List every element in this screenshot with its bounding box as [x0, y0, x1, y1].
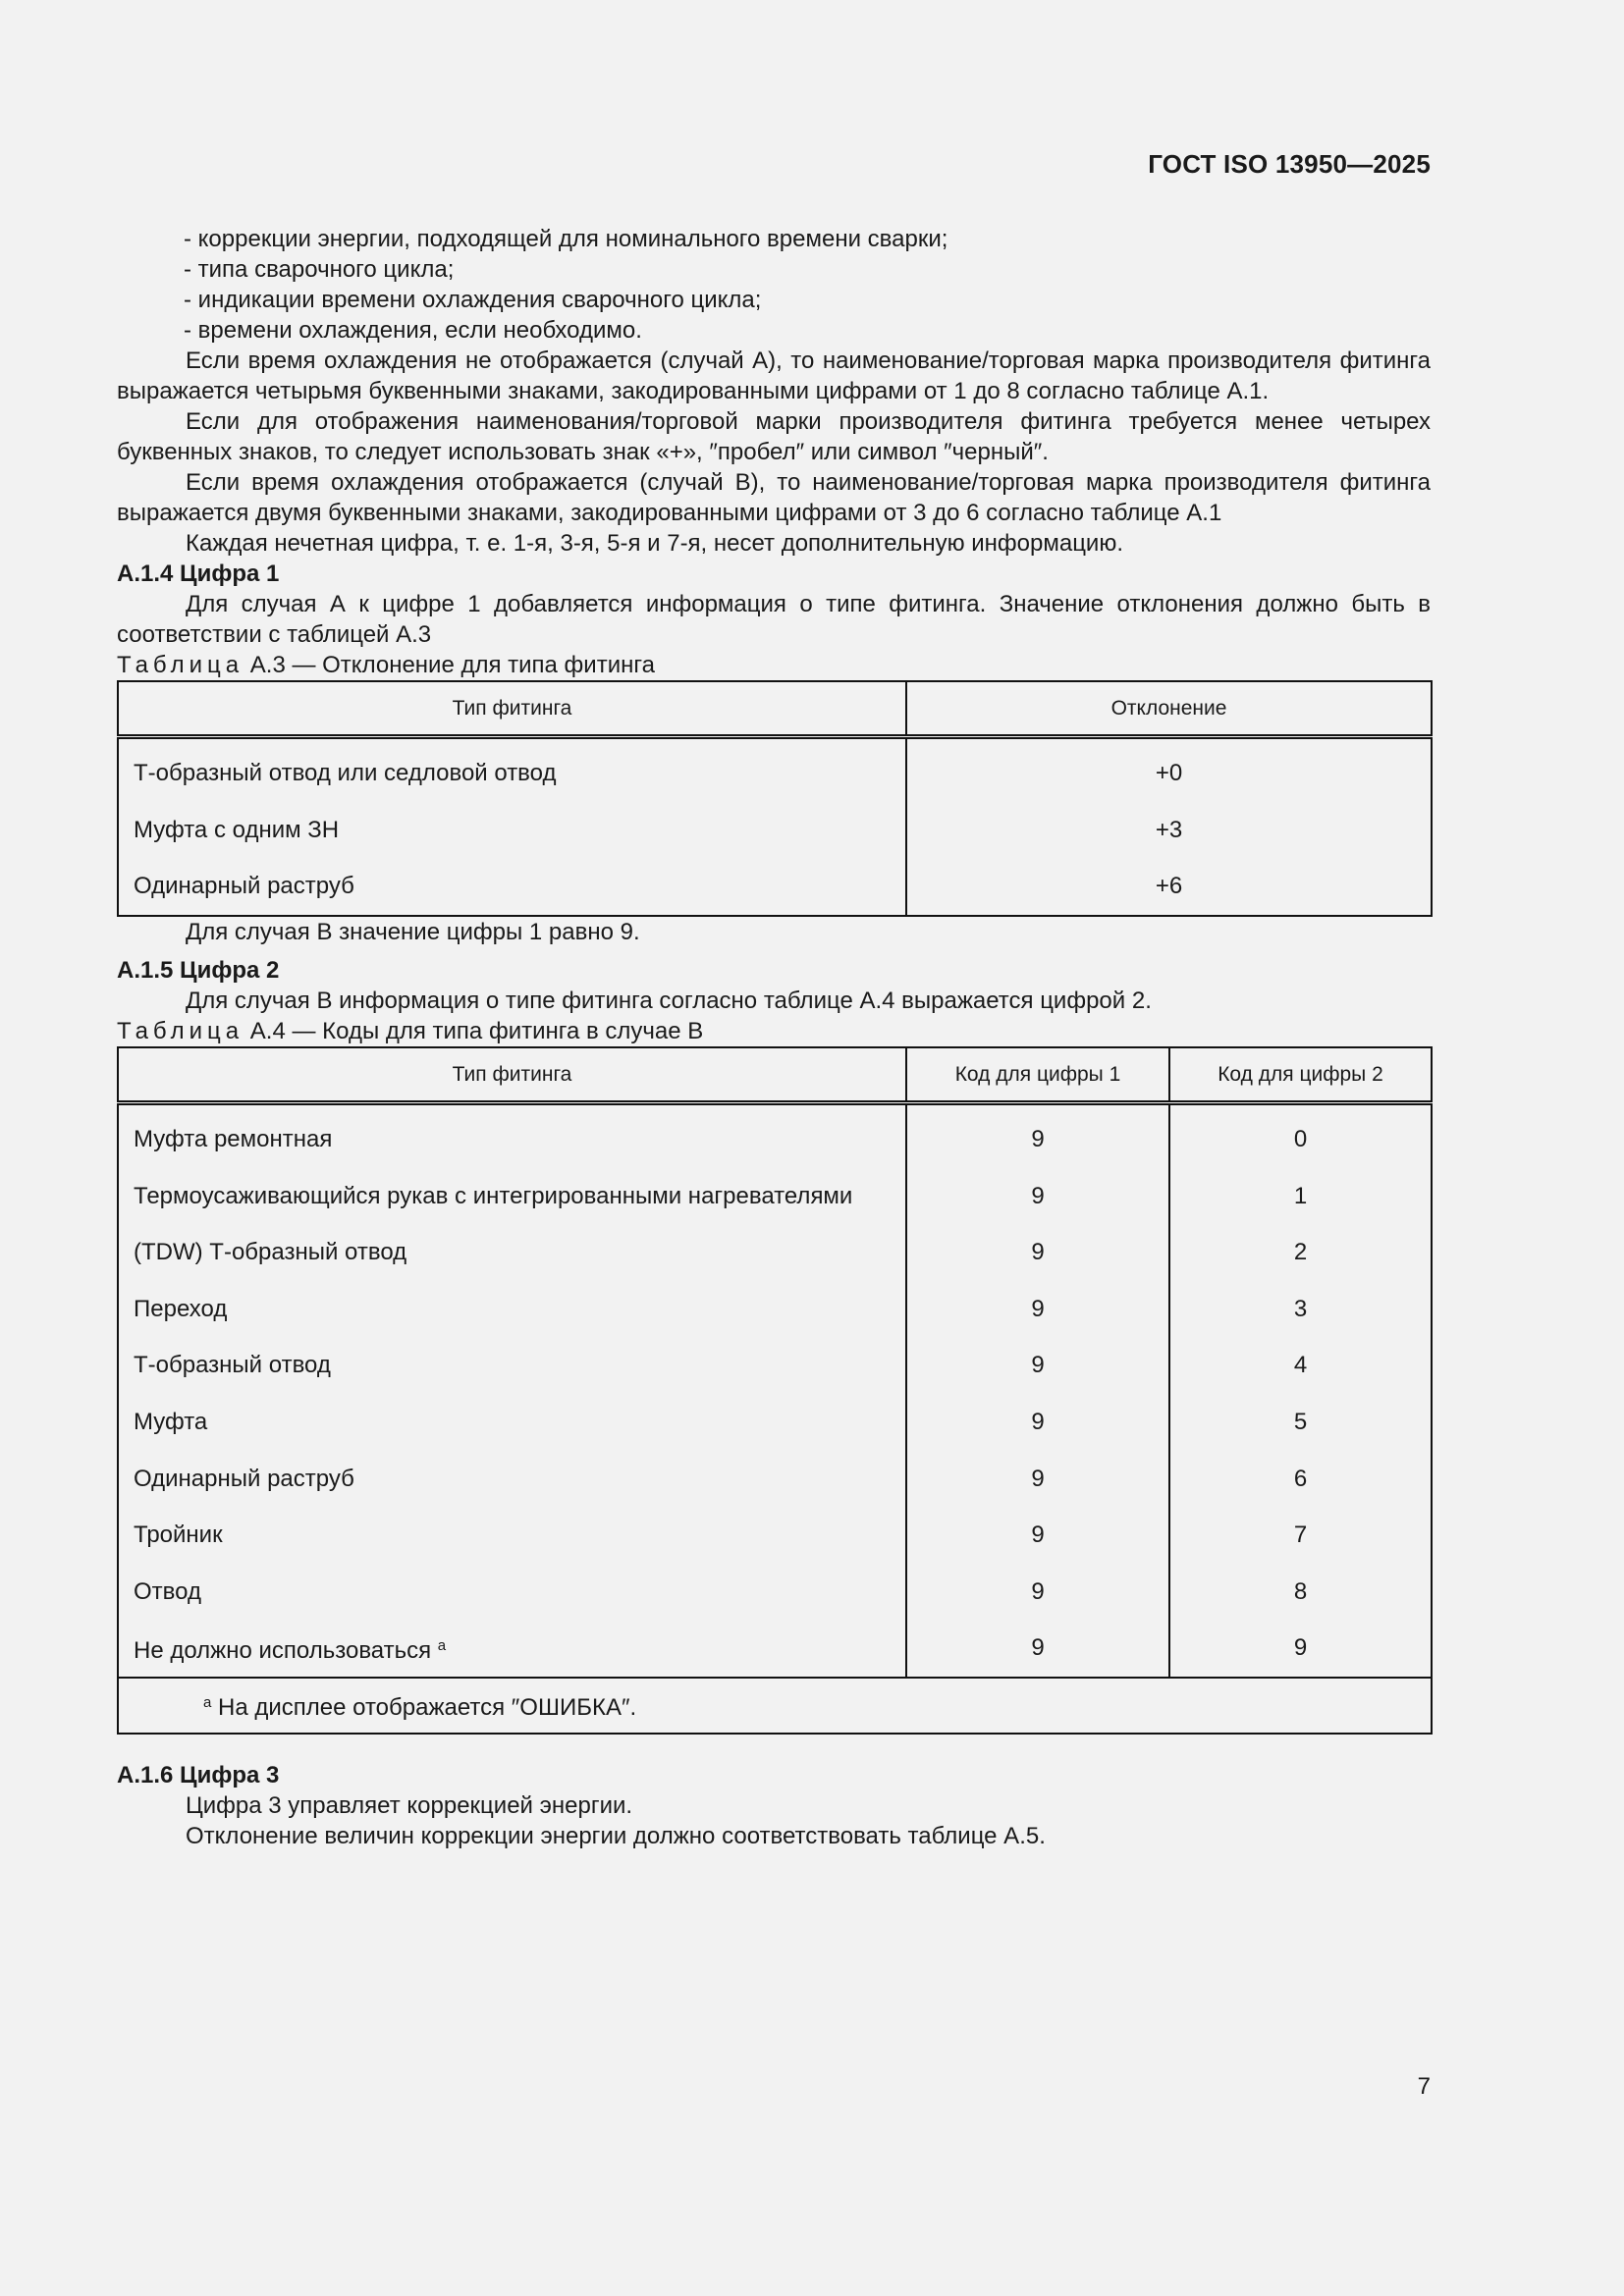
table-row [118, 1620, 1432, 1678]
section-heading: А.1.4 Цифра 1 [117, 561, 280, 587]
paragraph: Если для отображения наименования/торговой марки производителя фитинга требуется менее четырех буквенных знаков, то следует использовать знак «+», ″пробел″ или символ ″черный″. [117, 408, 1431, 465]
table-header-row [118, 1047, 1432, 1103]
list-item: - коррекции энергии, подходящей для номинального времени сварки; [184, 226, 948, 252]
table-header-row [118, 681, 1432, 737]
table-a4 [117, 1046, 1433, 1735]
table-row [118, 1564, 1432, 1621]
table-cell: 2 [1293, 1239, 1308, 1266]
table-cell: Переход [118, 1281, 906, 1338]
section-heading: А.1.6 Цифра 3 [117, 1761, 280, 1789]
column-header: Тип фитинга [118, 1047, 906, 1103]
list-item: - индикации времени охлаждения сварочного цикла; [184, 287, 762, 313]
table-cell: 9 [906, 1450, 1169, 1507]
table-row [118, 1167, 1432, 1224]
table-cell: 6 [1293, 1465, 1308, 1492]
table-row [118, 1507, 1432, 1564]
table-row [118, 1281, 1432, 1338]
paragraph: Цифра 3 управляет коррекцией энергии. [186, 1791, 633, 1819]
table-row [118, 1224, 1432, 1281]
table-cell: 8 [1293, 1577, 1308, 1605]
table-cell: Муфта с одним ЗН [118, 802, 906, 859]
table-cell: 9 [906, 1507, 1169, 1564]
table-row [118, 737, 1432, 802]
table-cell: Не должно использоваться $^a$ [118, 1620, 906, 1678]
table-cell: 4 [1293, 1352, 1308, 1379]
column-header: Код для цифры 2 [1169, 1047, 1432, 1103]
table-row [118, 1450, 1432, 1507]
table-cell: 9 [1293, 1634, 1308, 1662]
column-header: Отклонение [906, 681, 1432, 737]
table-cell: (TDW) Т-образный отвод [118, 1224, 906, 1281]
table-cell: Муфта ремонтная [118, 1102, 906, 1167]
paragraph: Для случая В значение цифры 1 равно 9. [186, 918, 640, 945]
table-cell: +0 [1155, 760, 1183, 787]
table-cell: 9 [906, 1167, 1169, 1224]
list-item: - времени охлаждения, если необходимо. [184, 317, 642, 344]
paragraph: Для случая А к цифре 1 добавляется информация о типе фитинга. Значение отклонения должно быть в соответствии с таблицей А.3 [117, 591, 1431, 648]
table-cell: 5 [1293, 1409, 1308, 1436]
table-cell: 9 [906, 1564, 1169, 1621]
table-cell: 9 [906, 1620, 1169, 1678]
page-content [117, 224, 1431, 1851]
footnote-mark: a [203, 1694, 212, 1712]
column-header: Тип фитинга [118, 681, 906, 737]
list-item: - типа сварочного цикла; [184, 256, 455, 283]
paragraph: Для случая В информация о типе фитинга согласно таблице А.4 выражается цифрой 2. [186, 987, 1152, 1014]
table-row [118, 1102, 1432, 1167]
footnote-mark: a [437, 1636, 447, 1654]
table-cell: 9 [906, 1394, 1169, 1451]
table-a3 [117, 680, 1433, 917]
table-row [118, 858, 1432, 916]
table-cell: 3 [1293, 1295, 1308, 1322]
table-cell: 1 [1293, 1182, 1308, 1209]
table-cell: +3 [1155, 816, 1183, 843]
table-cell: Отвод [118, 1564, 906, 1621]
table-cell: 9 [906, 1224, 1169, 1281]
table-cell: 9 [906, 1337, 1169, 1394]
paragraph: Если время охлаждения отображается (случай В), то наименование/торговая марка производителя фитинга выражается двумя буквенными знаками, закодированными цифрами от 3 до 6 согласно таблице А.1 [117, 469, 1431, 526]
paragraph: Отклонение величин коррекции энергии должно соответствовать таблице А.5. [186, 1822, 1046, 1849]
table-cell: 7 [1293, 1522, 1308, 1549]
paragraph: Каждая нечетная цифра, т. е. 1-я, 3-я, 5-я и 7-я, несет дополнительную информацию. [186, 530, 1124, 557]
table-row [118, 1394, 1432, 1451]
table-cell: 9 [906, 1102, 1169, 1167]
table-cell: Одинарный раструб [118, 858, 906, 916]
table-caption: Таблица А.4 — Коды для типа фитинга в случае В [117, 1017, 704, 1044]
table-cell: Т-образный отвод или седловой отвод [118, 737, 906, 802]
paragraph: Если время охлаждения не отображается (случай А), то наименование/торговая марка производителя фитинга выражается четырьмя буквенными знаками, закодированными цифрами от 1 до 8 согласно таблице А.1. [117, 347, 1431, 404]
table-cell: 0 [1293, 1126, 1308, 1153]
table-cell: Одинарный раструб [118, 1450, 906, 1507]
table-cell: Муфта [118, 1394, 906, 1451]
table-footnote: $^a$ На дисплее отображается ″ОШИБКА″. [118, 1678, 1432, 1734]
table-row [118, 802, 1432, 859]
table-caption: Таблица А.3 — Отклонение для типа фитинга [117, 652, 655, 678]
page-number: 7 [1417, 2073, 1431, 2100]
table-cell: Термоусаживающийся рукав с интегрированными нагревателями [118, 1167, 906, 1224]
column-header: Код для цифры 1 [906, 1047, 1169, 1103]
table-cell: 9 [906, 1281, 1169, 1338]
document-header: ГОСТ ISO 13950—2025 [1148, 149, 1431, 179]
table-cell: Тройник [118, 1507, 906, 1564]
table-footnote-row [118, 1678, 1432, 1734]
table-cell: Т-образный отвод [118, 1337, 906, 1394]
table-row [118, 1337, 1432, 1394]
section-heading: А.1.5 Цифра 2 [117, 956, 280, 984]
table-cell: +6 [1155, 873, 1183, 900]
